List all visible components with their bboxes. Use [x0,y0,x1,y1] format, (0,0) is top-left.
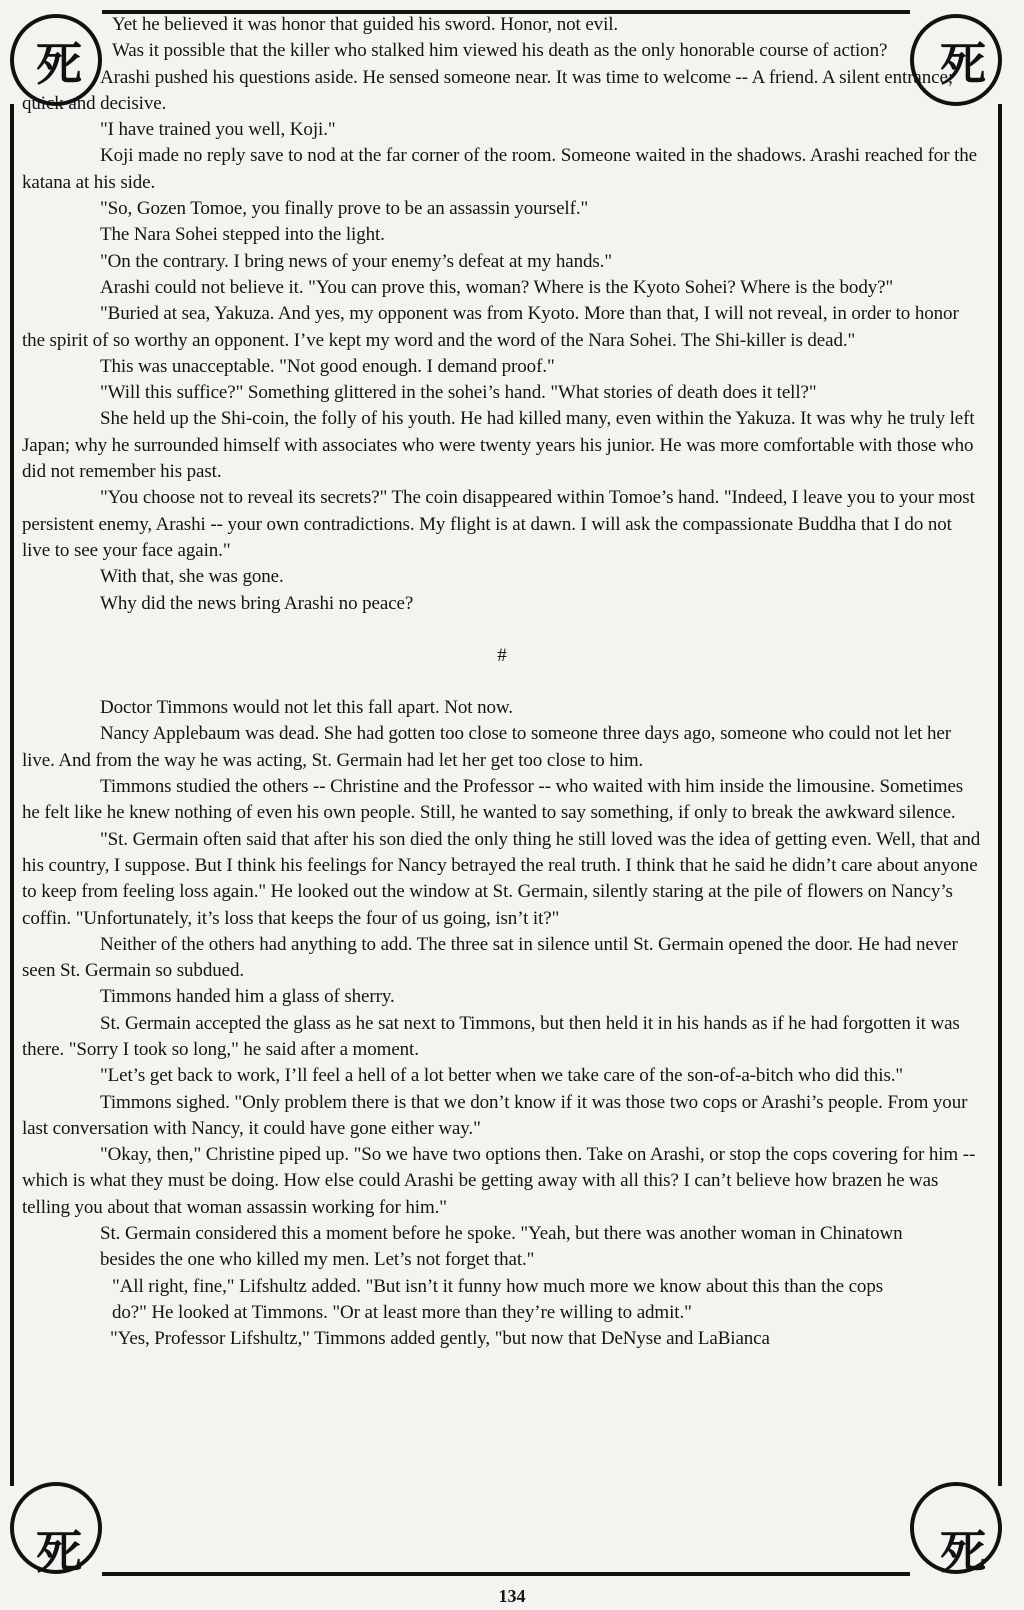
paragraph: Koji made no reply save to nod at the far corner of the room. Someone waited in the shadows. Arashi reached for the katana at his side. [22,145,978,193]
paragraph: "Yes, Professor Lifshultz," Timmons added gently, "but now that DeNyse and LaBianca [110,1328,770,1350]
paragraph: Yet he believed it was honor that guided his sword. Honor, not evil. [112,14,619,35]
paragraph: "You choose not to reveal its secrets?" The coin disappeared within Tomoe’s hand. "Indeed, I leave you to your most persistent enemy, Arashi -- your own contradictions. My flight is at dawn. I will ask the compassionate Buddha that I do not live to see your face again." [22,487,975,561]
paragraph: Why did the news bring Arashi no peace? [100,592,414,614]
paragraph: Timmons studied the others -- Christine and the Professor -- who waited with him inside the limousine. Sometimes he felt like he knew nothing of even his own people. Still, he wanted to say something, if only to break the awkward silence. [22,776,964,824]
paragraph: St. Germain accepted the glass as he sat next to Timmons, but then held it in his hands as if he had forgotten it was there. "Sorry I took so long," he said after a moment. [22,1012,960,1060]
paragraph: Timmons handed him a glass of sherry. [100,986,395,1008]
paragraph: St. Germain considered this a moment before he spoke. "Yeah, but there was another woman in Chinatown besides the one who killed my men. Let’s not forget that." [100,1223,903,1271]
paragraph: "Let’s get back to work, I’ll feel a hell of a lot better when we take care of the son-of-a-bitch who did this." [100,1065,904,1087]
paragraph: This was unacceptable. "Not good enough. I demand proof." [100,355,555,377]
paragraph: Arashi pushed his questions aside. He sensed someone near. It was time to welcome -- A friend. A silent entrance; quick and decisive. [22,66,953,114]
paragraph: "Will this suffice?" Something glittered in the sohei’s hand. "What stories of death does it tell?" [100,382,817,404]
paragraph: She held up the Shi-coin, the folly of his youth. He had killed many, even within the Yakuza. It was why he truly left Japan; why he surrounded himself with associates who were twenty years his junior. He was more comfortable with those who did not remember his past. [22,408,975,483]
paragraph: Arashi could not believe it. "You can prove this, woman? Where is the Kyoto Sohei? Where is the body?" [100,276,894,298]
paragraph: "St. Germain often said that after his son died the only thing he still loved was the idea of getting even. Well, that and his country, I suppose. But I think his feelings for Nancy betrayed the real truth. I think that he said he didn’t care about anyone to keep from feeling loss again." He looked out the window at St. Germain, silently staring at the pile of flowers on Nancy’s coffin. "Unfortunately, it’s loss that keeps the four of us going, isn’t it?" [22,828,981,929]
corner-death-glyph-icon: 死 [36,37,82,91]
paragraph: "Buried at sea, Yakuza. And yes, my opponent was from Kyoto. More than that, I will not reveal, in order to honor the spirit of so worthy an opponent. I’ve kept my word and the word of the Nara Sohei. The Shi-killer is dead." [22,303,959,351]
paragraph: Doctor Timmons would not let this fall apart. Not now. [100,697,513,719]
paragraph: "Okay, then," Christine piped up. "So we have two options then. Take on Arashi, or stop the cops covering for him -- which is what they must be doing. How else could Arashi be getting away with all this? I can’t believe how brazen he was telling you about that woman assassin working for him." [22,1144,976,1218]
corner-death-glyph-icon: 死 [940,37,986,91]
section-break: # [497,644,507,666]
paragraph: The Nara Sohei stepped into the light. [100,224,385,246]
paragraph: "On the contrary. I bring news of your enemy’s defeat at my hands." [100,250,612,272]
story-text [22,12,982,1353]
corner-death-glyph-icon: 死 [36,1525,82,1579]
paragraph: With that, she was gone. [100,566,284,588]
page-number: 134 [498,1586,526,1606]
paragraph: "I have trained you well, Koji." [100,119,336,141]
corner-death-glyph-icon: 死 [940,1525,986,1579]
paragraph: Nancy Applebaum was dead. She had gotten too close to someone three days ago, someone who could not let her live. And from the way he was acting, St. Germain had let her get too close to him. [22,723,951,771]
paragraph: "So, Gozen Tomoe, you finally prove to be an assassin yourself." [100,198,589,220]
paragraph: Timmons sighed. "Only problem there is that we don’t know if it was those two cops or Arashi’s people. From your last conversation with Nancy, it could have gone either way." [22,1091,968,1139]
paragraph: Was it possible that the killer who stalked him viewed his death as the only honorable course of action? [112,40,888,62]
paragraph: Neither of the others had anything to add. The three sat in silence until St. Germain opened the door. He had never seen St. Germain so subdued. [22,933,958,982]
paragraph: "All right, fine," Lifshultz added. "But isn’t it funny how much more we know about this than the cops do?" He looked at Timmons. "Or at least more than they’re willing to admit." [112,1275,884,1323]
